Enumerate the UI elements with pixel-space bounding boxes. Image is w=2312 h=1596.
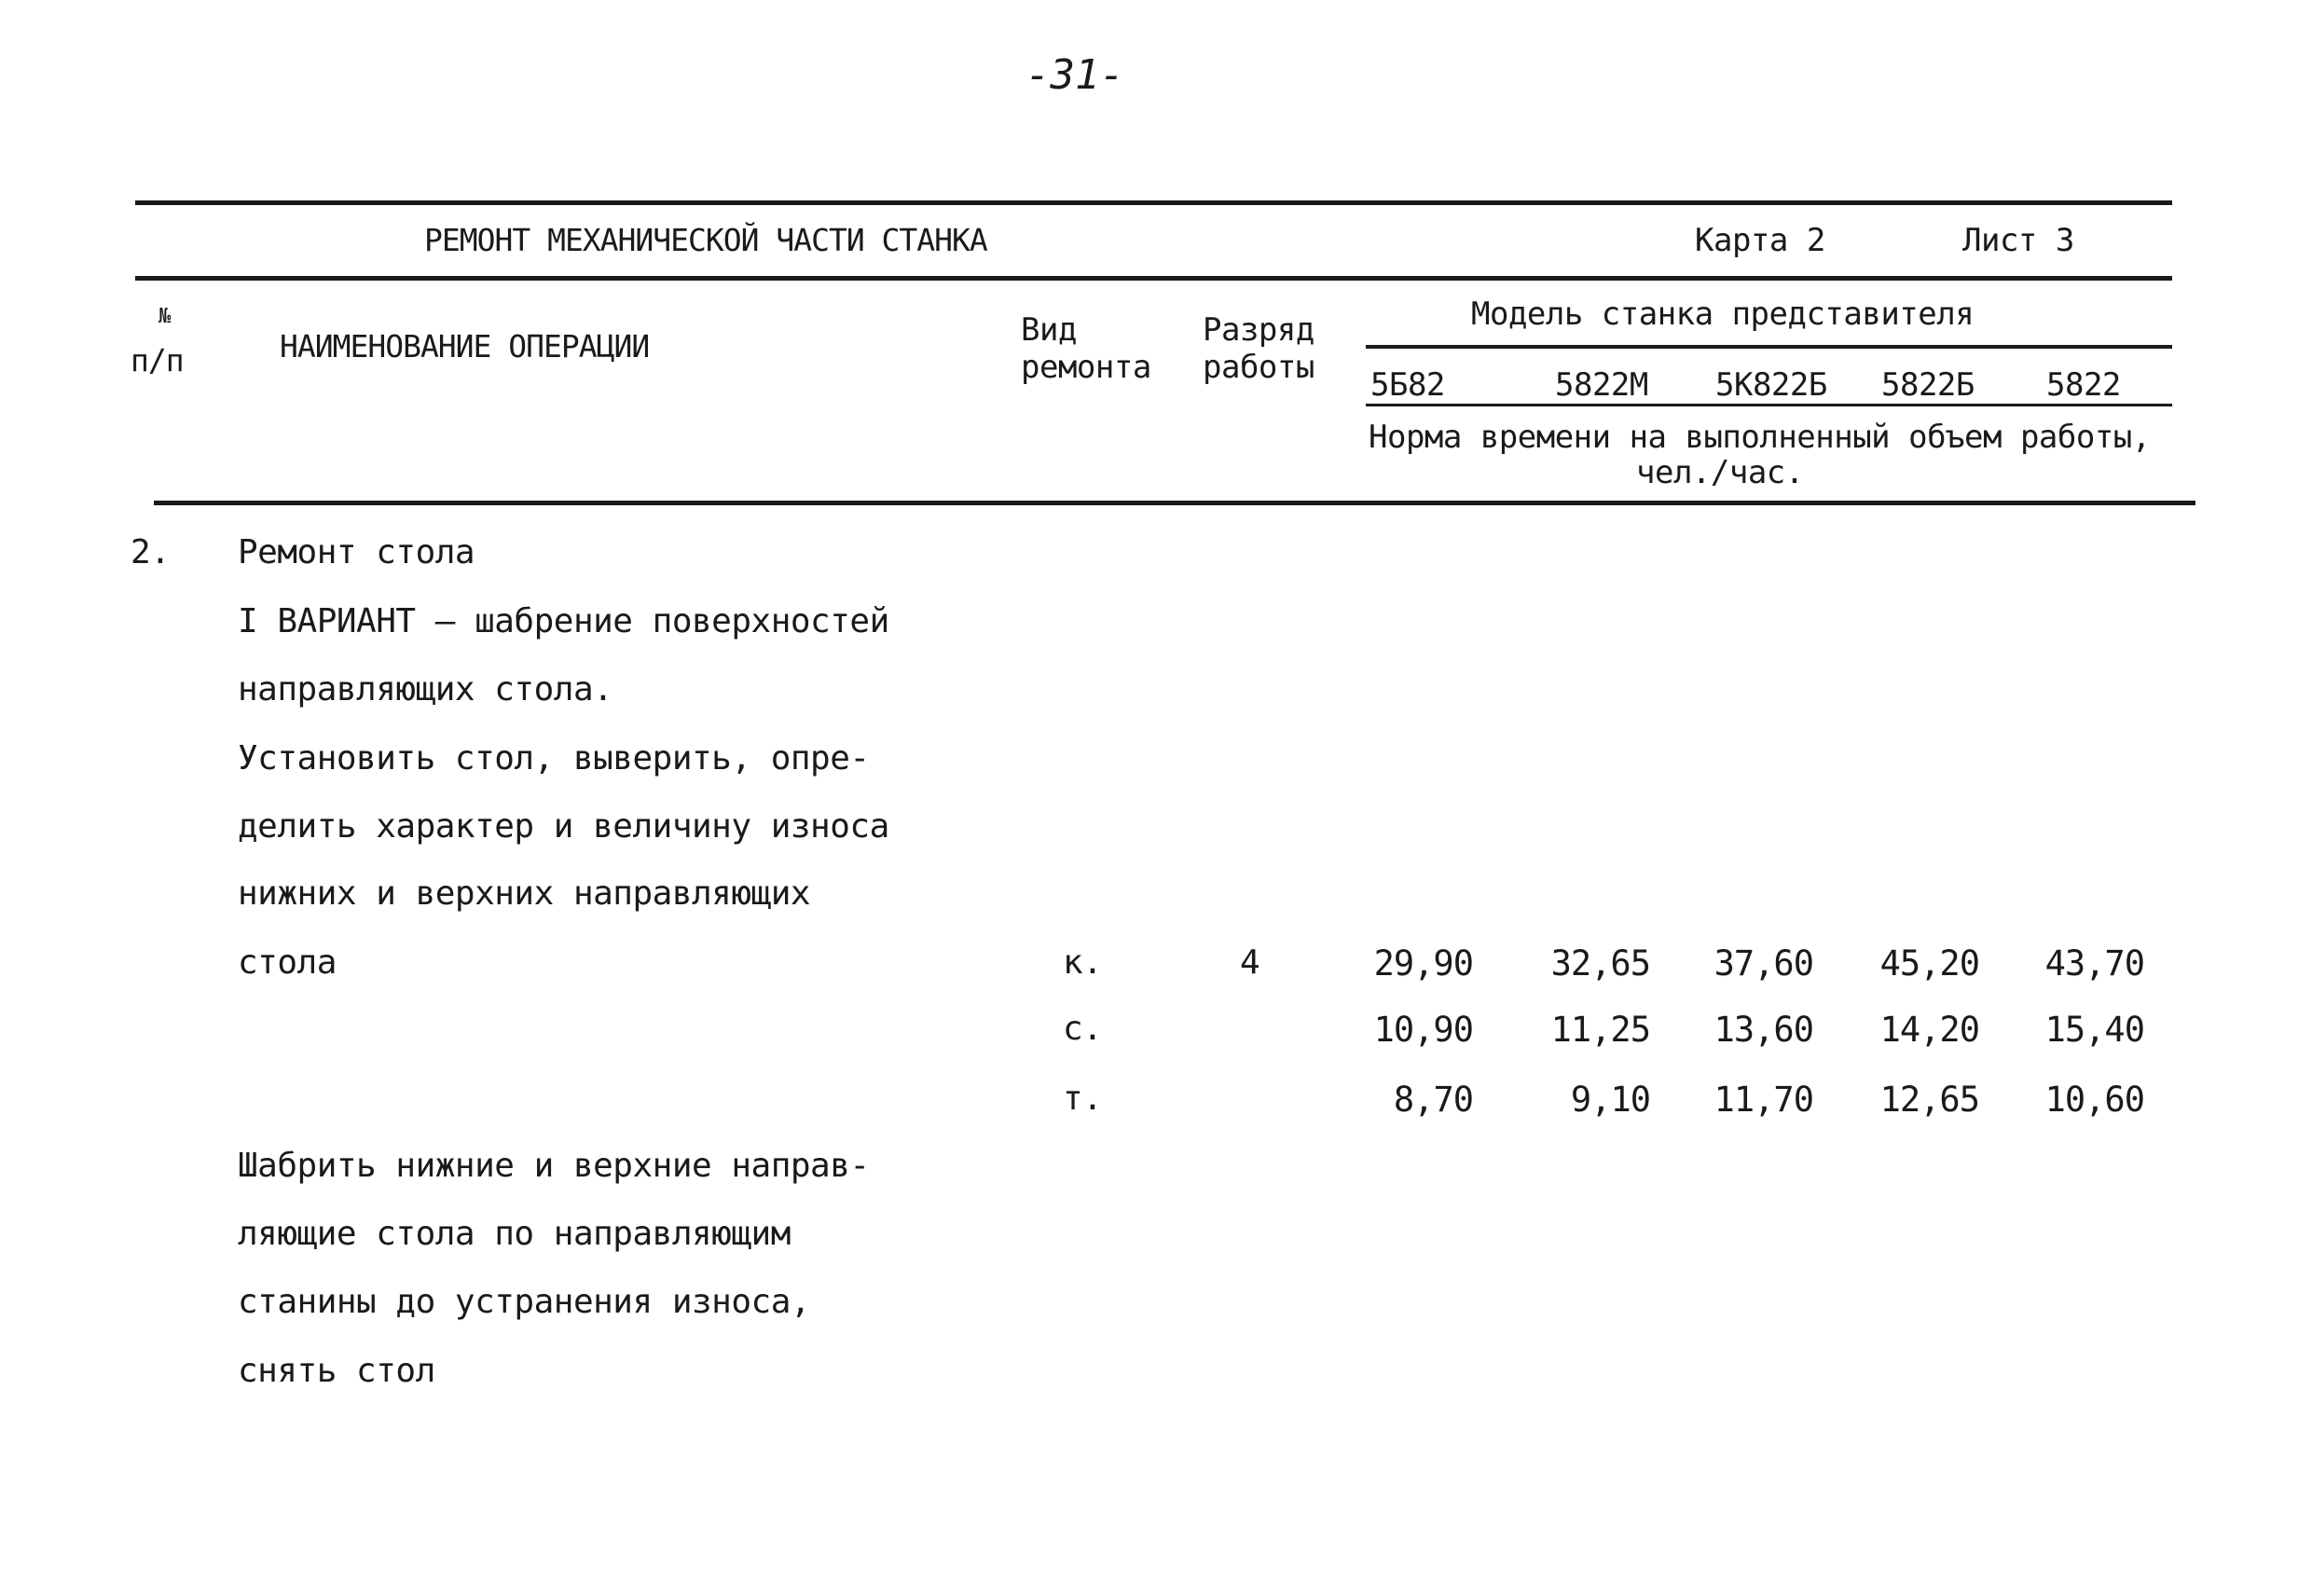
norm-t-5K822B: 11,70 [1713,1080,1813,1120]
grade-header-2: работы [1203,349,1314,386]
norm-label-2: чел./час. [1636,454,1804,491]
model-header: Модель станка представителя [1471,296,1975,333]
grade-value: 4 [1240,943,1260,982]
norm-label-1: Норма времени на выполненный объем работы, [1369,419,2151,456]
grade-header-1: Разряд [1203,311,1314,349]
title-rule [135,276,2172,281]
norm-k-5822B: 45,20 [1879,943,1979,984]
sheet-number: Лист 3 [1962,222,2074,259]
card-number: Карта 2 [1695,222,1825,259]
operation-line-1: Ремонт стола [238,533,475,571]
norm-k-5822: 43,70 [2044,943,2144,984]
model-header-rule [1366,345,2172,349]
model-5822: 5822 [2046,366,2121,404]
norm-s-5822B: 14,20 [1879,1010,1979,1050]
operation-line-7: стола [238,943,337,982]
norm-t-5B82: 8,70 [1393,1080,1473,1120]
norm-s-5822: 15,40 [2044,1010,2144,1050]
operation-line-4: Установить стол, выверить, опре- [238,739,870,777]
top-rule [135,200,2172,205]
item-number: 2. [131,533,171,571]
operation-line-5: делить характер и величину износа [238,807,889,846]
repair-type-header-1: Вид [1021,311,1077,349]
model-5B82: 5Б82 [1370,366,1445,404]
repair-type-s: с. [1063,1010,1103,1048]
norm-t-5822M: 9,10 [1570,1080,1650,1120]
model-5822M: 5822М [1555,366,1648,404]
repair-type-t: т. [1063,1080,1103,1118]
repair-type-k: к. [1063,943,1103,982]
model-5K822B: 5К822Б [1715,366,1827,404]
repair-type-header-2: ремонта [1021,349,1151,386]
norm-s-5822M: 11,25 [1550,1010,1650,1050]
models-rule [1366,404,2172,406]
norm-t-5822B: 12,65 [1879,1080,1979,1120]
norm-k-5K822B: 37,60 [1713,943,1813,984]
operation-line-2: I ВАРИАНТ – шабрение поверхностей [238,602,889,640]
norm-k-5B82: 29,90 [1373,943,1473,984]
header-bottom-rule [154,501,2195,505]
operation-line-6: нижних и верхних направляющих [238,874,811,913]
number-header-bottom: п/п [131,342,184,378]
operation-after-line-3: станины до устранения износа, [238,1283,811,1321]
operation-header: НАИМЕНОВАНИЕ ОПЕРАЦИИ [280,328,650,365]
norm-k-5822M: 32,65 [1550,943,1650,984]
norm-t-5822: 10,60 [2044,1080,2144,1120]
model-5822B: 5822Б [1881,366,1975,404]
page-number: -31- [1025,51,1124,99]
operation-after-line-1: Шабрить нижние и верхние направ- [238,1147,870,1185]
norm-s-5K822B: 13,60 [1713,1010,1813,1050]
table-title: РЕМОНТ МЕХАНИЧЕСКОЙ ЧАСТИ СТАНКА [424,222,987,258]
operation-line-3: направляющих стола. [238,670,613,709]
norm-s-5B82: 10,90 [1373,1010,1473,1050]
number-header-top: № [158,305,172,328]
operation-after-line-2: ляющие стола по направляющим [238,1215,791,1253]
operation-after-line-4: снять стол [238,1352,435,1390]
